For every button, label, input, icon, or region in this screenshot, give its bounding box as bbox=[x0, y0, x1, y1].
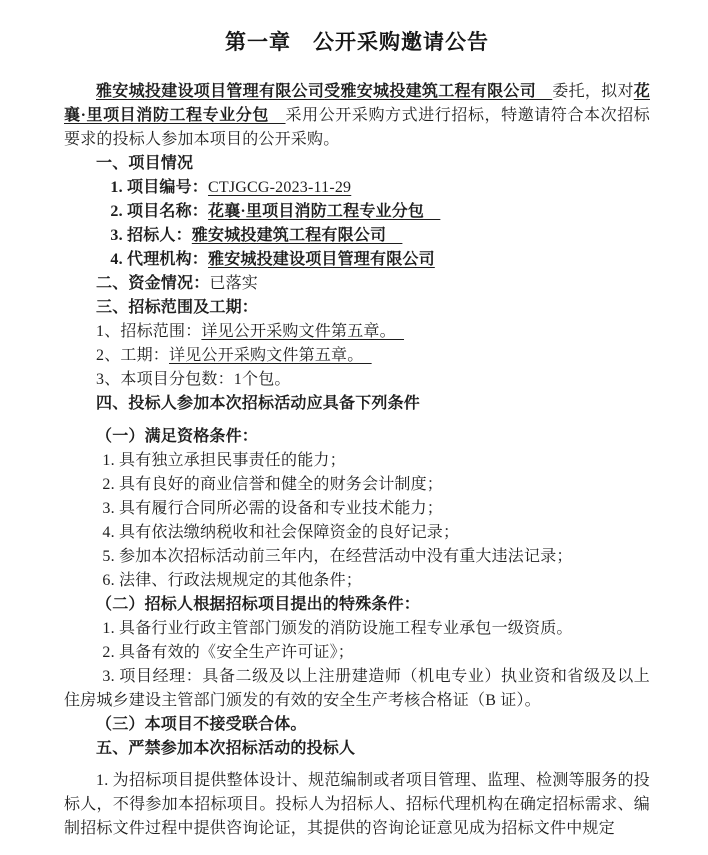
qualification-item bbox=[64, 545, 650, 569]
text-segment: 1. 为招标项目提供整体设计、规范编制或者项目管理、监理、检测等服务的投标人，不得参加本招标项目。投标人为招标人、招标代理机构在确定招标需求、编制招标文件过程中提供咨询论证，其提供的咨询论证意见成为招标文件中规定 bbox=[64, 772, 650, 837]
project-name-line bbox=[64, 200, 650, 224]
text-segment: 一、项目情况 bbox=[96, 155, 194, 172]
tenderee-line bbox=[64, 224, 650, 248]
text-segment: 雅安城投建设项目管理有限公司 bbox=[96, 83, 325, 100]
section-2-heading bbox=[64, 272, 650, 296]
section-1-heading bbox=[64, 152, 650, 176]
prohibited-paragraph bbox=[64, 769, 650, 841]
text-segment: 五、严禁参加本次招标活动的投标人 bbox=[96, 740, 356, 757]
text-segment: 雅安城投建筑工程有限公司 bbox=[191, 227, 403, 244]
text-segment: 采用公开采购方式进行招标，特邀请符合本次招标要求的投标人参加本项目的公开采购。 bbox=[64, 107, 651, 148]
text-segment: 详见公开采购文件第五章。 bbox=[169, 347, 372, 364]
text-segment: 花襄·里项目消防工程专业分包 bbox=[64, 83, 650, 124]
duration-line bbox=[64, 344, 650, 368]
qualification-item bbox=[64, 521, 650, 545]
text-segment: 3. 具有履行合同所必需的设备和专业技术能力； bbox=[102, 500, 443, 517]
text-segment: 3、本项目分包数：1个包。 bbox=[96, 371, 291, 388]
text-segment: CTJGCG-2023-11-29 bbox=[208, 179, 352, 196]
text-segment: 3. 项目经理：具备二级及以上注册建造师（机电专业）执业资和省级及以上住房城乡建设主管部门颁发的有效的安全生产考核合格证（B 证）。 bbox=[64, 668, 650, 709]
chapter-title: 第一章 公开采购邀请公告 bbox=[225, 30, 489, 54]
text-segment: 2. 具有良好的商业信誉和健全的财务会计制度； bbox=[102, 476, 443, 493]
text-segment: 2. 项目名称： bbox=[110, 203, 208, 220]
text-segment: 3. 招标人： bbox=[110, 227, 192, 244]
qualification-item bbox=[64, 497, 650, 521]
intro-paragraph bbox=[64, 80, 650, 152]
text-segment: 三、招标范围及工期： bbox=[96, 299, 259, 316]
text-segment: 1、招标范围： bbox=[96, 323, 202, 340]
text-segment: 委托，拟对 bbox=[552, 83, 634, 100]
text-segment: 雅安城投建筑工程有限公司 bbox=[340, 83, 553, 100]
text-segment: 1. 项目编号： bbox=[110, 179, 208, 196]
qualification-item bbox=[64, 449, 650, 473]
sub-heading-3 bbox=[64, 713, 650, 737]
section-5-heading bbox=[64, 737, 650, 761]
sub-heading-1 bbox=[64, 425, 650, 449]
text-segment: 6. 法律、行政法规规定的其他条件； bbox=[102, 572, 362, 589]
special-condition-item bbox=[64, 665, 650, 713]
text-segment: （一）满足资格条件： bbox=[96, 428, 259, 445]
qualification-item bbox=[64, 473, 650, 497]
section-4-heading bbox=[64, 392, 650, 416]
text-segment: （二）招标人根据招标项目提出的特殊条件： bbox=[96, 596, 421, 613]
text-segment: 详见公开采购文件第五章。 bbox=[201, 323, 405, 340]
package-count-line bbox=[64, 368, 650, 392]
text-segment: 5. 参加本次招标活动前三年内，在经营活动中没有重大违法记录； bbox=[102, 548, 573, 565]
agency-line bbox=[64, 248, 650, 272]
document-body bbox=[64, 80, 650, 841]
text-segment: 雅安城投建设项目管理有限公司 bbox=[208, 251, 435, 268]
text-segment: 1. 具有独立承担民事责任的能力； bbox=[102, 452, 346, 469]
qualification-item bbox=[64, 569, 650, 593]
special-condition-item bbox=[64, 641, 650, 665]
special-condition-item bbox=[64, 617, 650, 641]
text-segment: 花襄·里项目消防工程专业分包 bbox=[208, 203, 441, 220]
text-segment: 4. 具有依法缴纳税收和社会保障资金的良好记录； bbox=[102, 524, 460, 541]
text-segment: 四、投标人参加本次招标活动应具备下列条件 bbox=[96, 395, 421, 412]
text-segment: 4. 代理机构： bbox=[110, 251, 208, 268]
section-3-heading bbox=[64, 296, 650, 320]
text-segment: 2. 具备有效的《安全生产许可证》； bbox=[102, 644, 354, 661]
text-segment: 已落实 bbox=[209, 275, 259, 292]
project-number-line bbox=[64, 176, 650, 200]
text-segment: 二、资金情况： bbox=[96, 275, 210, 292]
bid-scope-line bbox=[64, 320, 650, 344]
sub-heading-2 bbox=[64, 593, 650, 617]
text-segment: （三）本项目不接受联合体。 bbox=[96, 716, 307, 733]
text-segment: 2、工期： bbox=[96, 347, 170, 364]
text-segment: 1. 具备行业行政主管部门颁发的消防设施工程专业承包一级资质。 bbox=[102, 620, 573, 637]
text-segment: 受 bbox=[324, 83, 341, 100]
